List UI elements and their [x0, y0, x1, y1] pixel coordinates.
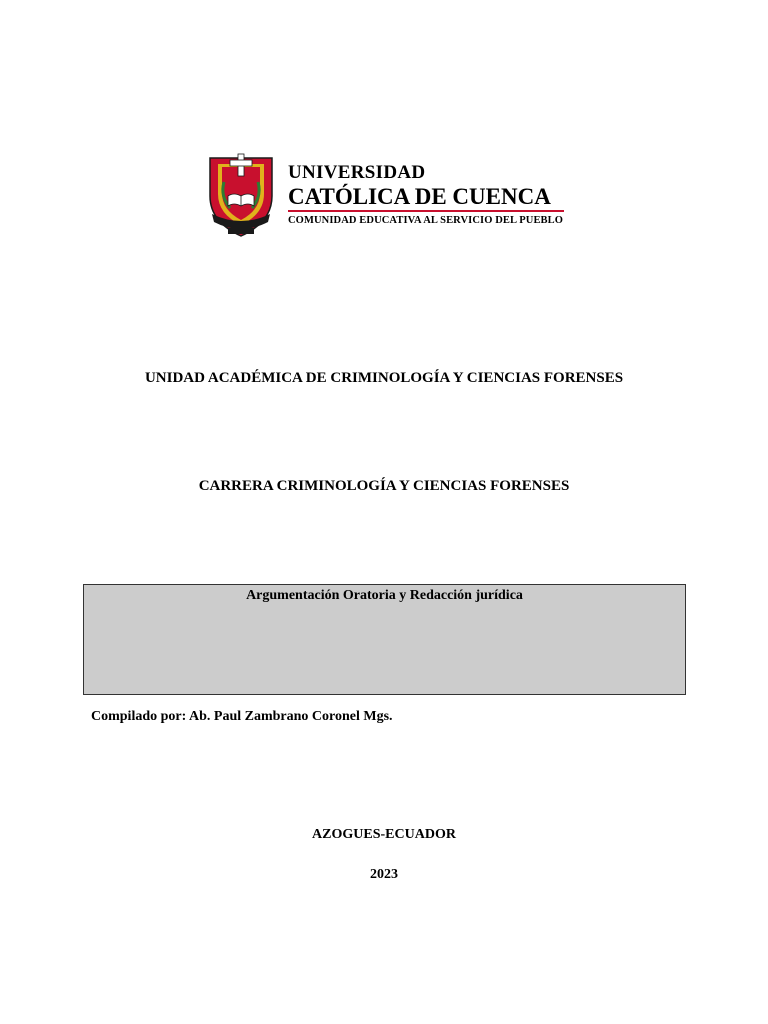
- logo-line-motto: COMUNIDAD EDUCATIVA AL SERVICIO DEL PUEBLO: [288, 215, 564, 226]
- subject-title: Argumentación Oratoria y Redacción jurídica: [246, 588, 523, 603]
- logo-line-name: CATÓLICA DE CUENCA: [288, 184, 551, 209]
- university-crest-icon: [206, 152, 276, 238]
- logo-line-university: UNIVERSIDAD: [288, 162, 426, 183]
- career-heading: CARRERA CRIMINOLOGÍA Y CIENCIAS FORENSES: [198, 478, 570, 494]
- logo-divider: [288, 210, 564, 212]
- university-logo: [206, 152, 576, 242]
- city-label: AZOGUES-ECUADOR: [312, 827, 456, 842]
- subject-box: [83, 584, 686, 695]
- logo-wordmark: [288, 162, 578, 227]
- compiled-by: Compilado por: Ab. Paul Zambrano Coronel Mgs.: [91, 709, 393, 724]
- academic-unit-heading: UNIDAD ACADÉMICA DE CRIMINOLOGÍA Y CIENCIAS FORENSES: [144, 370, 624, 386]
- year-label: 2023: [370, 867, 398, 882]
